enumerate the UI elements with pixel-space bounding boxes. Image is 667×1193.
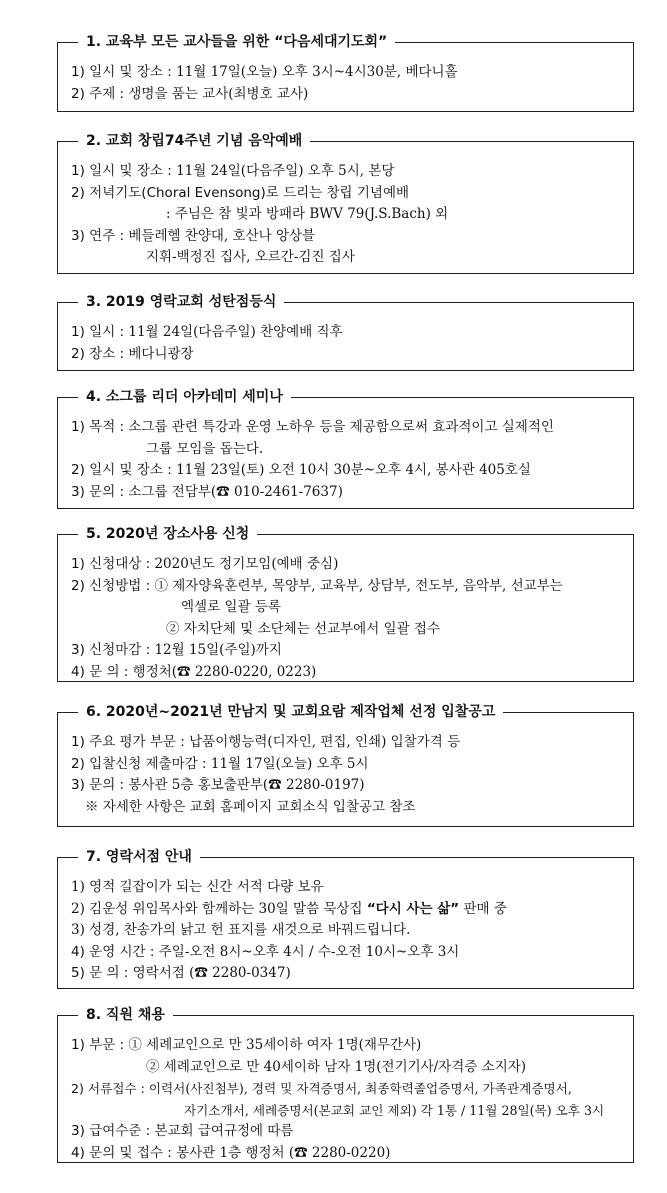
section-5-title: 5. 2020년 장소사용 신청 <box>78 523 257 545</box>
s6-line1-label: 1) 주요 평가 부문 : <box>71 734 190 750</box>
s4-line1-text: 소그룹 관련 특강과 운영 노하우 등을 제공함으로써 효과적이고 실제적인 <box>128 419 554 435</box>
s4-line1-label: 1) 목적 : <box>71 419 129 435</box>
section-4 <box>57 389 634 509</box>
section-2-title: 2. 교회 창립74주년 기념 음악예배 <box>78 130 310 152</box>
s5-line5-label: 3) 신청마감 : <box>71 642 155 658</box>
s4-line4-text: 소그룹 전담부(☎ 010-2461-7637) <box>128 483 343 500</box>
s6-line3-text: 봉사관 5층 홍보출판부(☎ 2280-0197) <box>128 777 365 793</box>
s4-line3-label: 2) 일시 및 장소 : <box>71 462 177 478</box>
s5-line5-text: 12월 15일(주일)까지 <box>154 642 282 658</box>
s1-line2-label: 2) 주제 : <box>71 85 129 102</box>
s4-line2: 그룹 모임을 돕는다. <box>146 440 264 457</box>
s7-line5-label: 5) 문 의 : <box>71 965 133 981</box>
s8-line1-text: ① 세례교인으로 만 35세이하 여자 1명(재무간사) <box>128 1037 422 1053</box>
s8-line5-text: 본교회 급여규정에 따름 <box>154 1123 294 1139</box>
s7-line1: 1) 영적 길잡이가 되는 신간 서적 다량 보유 <box>71 879 324 895</box>
s5-line2-label: 2) 신청방법 : <box>71 577 155 594</box>
s7-line4-text: 주일-오전 8시~오후 4시 / 수-오전 10시~오후 3시 <box>158 943 460 960</box>
s2-line1-text: 11월 24일(다음주일) 오후 5시, 본당 <box>176 163 395 179</box>
s5-line2-text: ① 제자양육훈련부, 목양부, 교육부, 상담부, 전도부, 음악부, 선교부는 <box>154 577 563 594</box>
s8-line4: 자기소개서, 세례증명서(본교회 교인 제외) 각 1통 / 11월 28일(목) 오후 3시 <box>184 1102 605 1118</box>
s4-line3-text: 11월 23일(토) 오전 10시 30분~오후 4시, 봉사관 405호실 <box>176 462 531 478</box>
s7-line2-text-b: 판매 중 <box>459 900 507 917</box>
s3-line2-label: 2) 장소 : <box>71 345 129 362</box>
s6-line1-text: 납품이행능력(디자인, 편집, 인쇄) 입찰가격 등 <box>189 734 461 750</box>
s2-line4-label: 3) 연주 : <box>71 227 129 244</box>
s8-line3-label: 2) 서류접수 : <box>71 1081 149 1096</box>
s7-line2-bold: “다시 사는 삶” <box>366 900 460 917</box>
section-7 <box>57 849 634 989</box>
s5-line1-text: 2020년도 정기모임(예배 중심) <box>154 556 339 572</box>
s8-line2: ② 세례교인으로 만 40세이하 남자 1명(전기기사/자격증 소지자) <box>146 1058 527 1075</box>
section-8-title: 8. 직원 채용 <box>78 1004 173 1026</box>
s8-line5-label: 3) 급여수준 : <box>71 1123 155 1139</box>
s6-line2-label: 2) 입찰신청 제출마감 : <box>71 755 211 772</box>
s5-line1-label: 1) 신청대상 : <box>71 556 155 572</box>
section-4-title: 4. 소그룹 리더 아카데미 세미나 <box>78 386 291 408</box>
s2-line3: : 주님은 참 빛과 방패라 BWV 79(J.S.Bach) 외 <box>166 206 449 222</box>
section-8 <box>57 1007 634 1163</box>
s1-line2-text: 생명을 품는 교사(최병호 교사) <box>128 85 309 102</box>
section-1-title: 1. 교육부 모든 교사들을 위한 “다음세대기도회” <box>78 31 395 53</box>
s7-line3: 3) 성경, 찬송가의 낡고 헌 표지를 새것으로 바꿔드립니다. <box>71 922 411 938</box>
s8-line1-label: 1) 부문 : <box>71 1037 129 1053</box>
s3-line1-text: 11월 24일(다음주일) 찬양예배 직후 <box>128 324 343 340</box>
s1-line1-text: 11월 17일(오늘) 오후 3시~4시30분, 베다니홀 <box>176 64 458 80</box>
section-2 <box>57 133 634 274</box>
section-6 <box>57 704 634 827</box>
section-6-title: 6. 2020년~2021년 만남지 및 교회요람 제작업체 선정 입찰공고 <box>78 701 503 723</box>
s6-line2-text: 11월 17일(오늘) 오후 5시 <box>210 755 369 772</box>
s5-line6-text: 행정처(☎ 2280-0220, 0223) <box>132 663 317 680</box>
s2-line1-label: 1) 일시 및 장소 : <box>71 163 177 179</box>
s6-line3-label: 3) 문의 : <box>71 777 129 793</box>
s1-line1-label: 1) 일시 및 장소 : <box>71 64 177 80</box>
section-3 <box>57 294 634 371</box>
section-7-title: 7. 영락서점 안내 <box>78 846 200 868</box>
s2-line2: 2) 저녁기도(Choral Evensong)로 드리는 창립 기념예배 <box>71 184 410 201</box>
s5-line4: ② 자치단체 및 소단체는 선교부에서 일괄 접수 <box>166 620 440 637</box>
section-5 <box>57 526 634 682</box>
section-3-title: 3. 2019 영락교회 성탄점등식 <box>78 291 284 313</box>
s8-line6-text: 봉사관 1층 행정처 (☎ 2280-0220) <box>176 1144 391 1161</box>
section-1 <box>57 34 634 112</box>
s5-line6-label: 4) 문 의 : <box>71 663 133 680</box>
s2-line5: 지휘-백정진 집사, 오르간-김진 집사 <box>146 249 355 265</box>
s8-line6-label: 4) 문의 및 접수 : <box>71 1144 177 1161</box>
s3-line1-label: 1) 일시 : <box>71 324 129 340</box>
s4-line4-label: 3) 문의 : <box>71 483 129 500</box>
s2-line4-text: 베들레헴 찬양대, 호산나 앙상블 <box>128 227 316 244</box>
s3-line2-text: 베다니광장 <box>128 345 194 362</box>
s7-line2-text-a: 2) 김운성 위임목사와 함께하는 30일 말씀 묵상집 <box>71 900 367 917</box>
s5-line3: 엑셀로 일괄 등록 <box>181 599 281 615</box>
s6-line4: ※ 자세한 사항은 교회 홈페이지 교회소식 입찰공고 참조 <box>85 798 416 815</box>
s7-line4-label: 4) 운영 시간 : <box>71 943 159 960</box>
s7-line5-text: 영락서점 (☎ 2280-0347) <box>132 965 291 981</box>
s8-line3-text: 이력서(사진첨부), 경력 및 자격증명서, 최종학력졸업증명서, 가족관계증명서, <box>148 1081 572 1096</box>
